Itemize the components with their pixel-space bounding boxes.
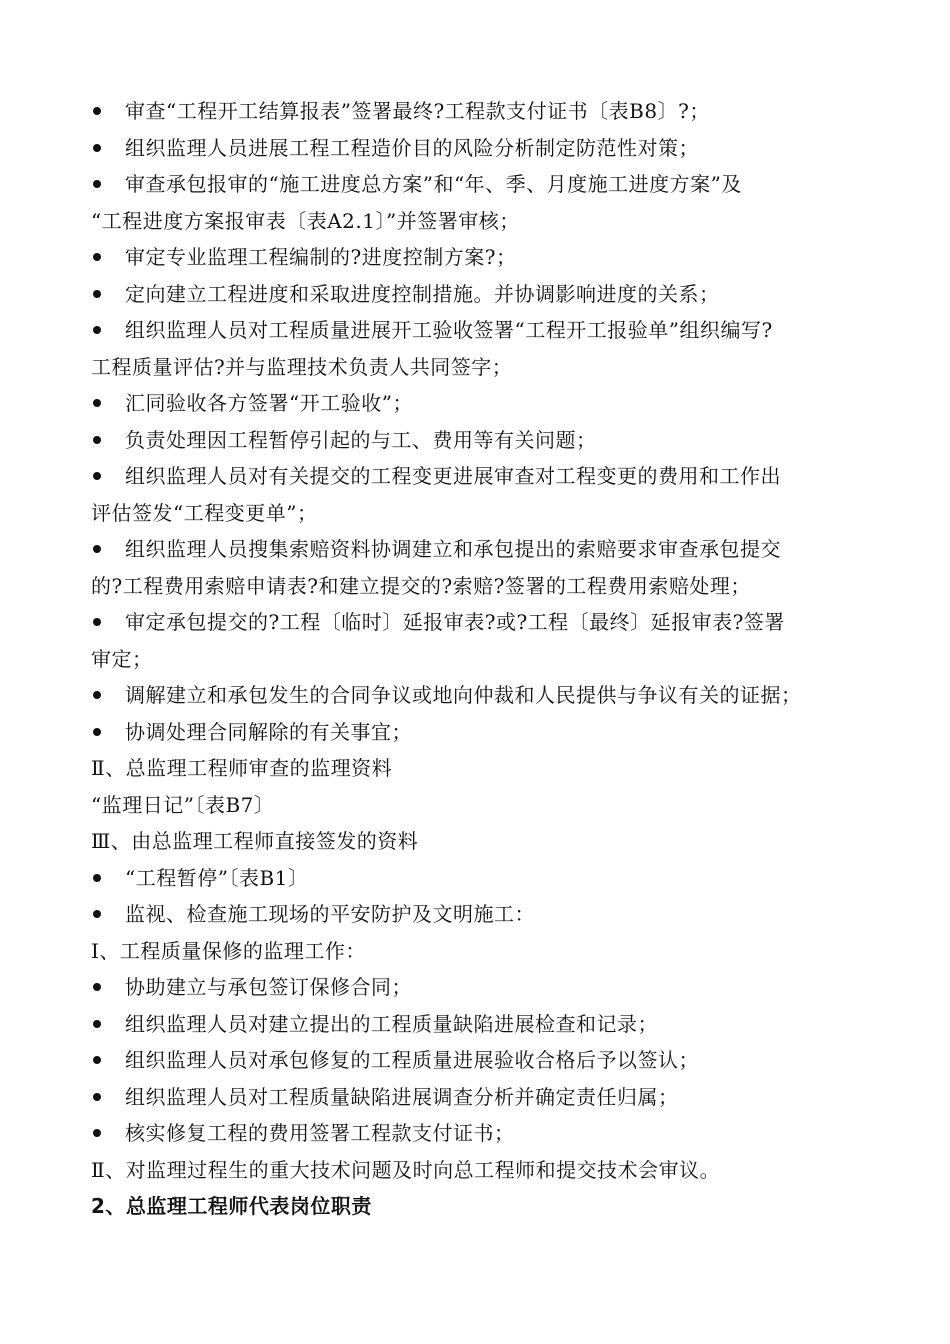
bullet-icon xyxy=(93,728,101,736)
bullet-icon xyxy=(93,874,101,882)
bullet-icon xyxy=(93,326,101,334)
bullet-icon xyxy=(93,1129,101,1137)
bullet-icon xyxy=(93,144,101,152)
bullet-icon xyxy=(93,618,101,626)
bullet-icon xyxy=(93,399,101,407)
list-item: 审查“工程开工结算报表”签署最终?工程款支付证书〔表B8〕?； xyxy=(91,93,863,130)
list-item: 核实修复工程的费用签署工程款支付证书； xyxy=(91,1115,863,1152)
list-item-continuation: 评估签发“工程变更单”； xyxy=(91,500,318,525)
list-item: 组织监理人员对有关提交的工程变更进展审查对工程变更的费用和工作出 xyxy=(91,458,863,495)
bullet-icon xyxy=(93,910,101,918)
list-item: “工程暂停”〔表B1〕 xyxy=(91,860,863,897)
list-item: 调解建立和承包发生的合同争议或地向仲裁和人民提供与争议有关的证据； xyxy=(91,677,863,714)
bullet-icon xyxy=(93,1093,101,1101)
list-item: 审查承包报审的“施工进度总方案”和“年、季、月度施工进度方案”及 xyxy=(91,166,863,203)
list-item: 组织监理人员进展工程工程造价目的风险分析制定防范性对策； xyxy=(91,130,863,167)
list-item: 组织监理人员对承包修复的工程质量进展验收合格后予以签认； xyxy=(91,1042,863,1079)
list-item: 组织监理人员搜集索赔资料协调建立和承包提出的索赔要求审查承包提交 xyxy=(91,531,863,568)
bullet-icon xyxy=(93,1056,101,1064)
section-heading: 2、总监理工程师代表岗位职责 xyxy=(91,1194,372,1218)
list-item-continuation: 工程质量评估?并与监理技术负责人共同签字； xyxy=(91,354,513,379)
bullet-icon xyxy=(93,545,101,553)
list-item: 监视、检查施工现场的平安防护及文明施工： xyxy=(91,896,863,933)
bullet-icon xyxy=(93,107,101,115)
list-item: 组织监理人员对建立提出的工程质量缺陷进展检查和记录； xyxy=(91,1006,863,1043)
bullet-icon xyxy=(93,983,101,991)
list-item: 负责处理因工程暂停引起的与工、费用等有关问题； xyxy=(91,422,863,459)
list-item-continuation: 的?工程费用索赔申请表?和建立提交的?索赔?签署的工程费用索赔处理； xyxy=(91,573,751,598)
bullet-icon xyxy=(93,472,101,480)
bullet-icon xyxy=(93,691,101,699)
bullet-icon xyxy=(93,436,101,444)
document-body xyxy=(91,93,863,1225)
list-item-continuation: 审定； xyxy=(91,646,153,671)
bullet-icon xyxy=(93,253,101,261)
list-item: 审定承包提交的?工程〔临时〕延报审表?或?工程〔最终〕延报审表?签署 xyxy=(91,604,863,641)
list-item: 审定专业监理工程编制的?进度控制方案?； xyxy=(91,239,863,276)
list-item: 汇同验收各方签署“开工验收”； xyxy=(91,385,863,422)
section-label: Ⅱ、对监理过程生的重大技术问题及时向总工程师和提交技术会审议。 xyxy=(91,1157,721,1182)
list-item: 组织监理人员对工程质量进展开工验收签署“工程开工报验单”组织编写? xyxy=(91,312,863,349)
section-label: Ⅱ、总监理工程师审查的监理资料 xyxy=(91,756,393,780)
list-item: 定向建立工程进度和采取进度控制措施。并协调影响进度的关系； xyxy=(91,276,863,313)
bullet-icon xyxy=(93,1020,101,1028)
document-line: “监理日记”〔表B7〕 xyxy=(91,792,275,817)
section-label: Ⅰ、工程质量保修的监理工作： xyxy=(91,938,366,963)
bullet-icon xyxy=(93,180,101,188)
bullet-icon xyxy=(93,290,101,298)
section-label: Ⅲ、由总监理工程师直接签发的资料 xyxy=(91,829,419,853)
list-item: 组织监理人员对工程质量缺陷进展调查分析并确定责任归属； xyxy=(91,1079,863,1116)
list-item-continuation: “工程进度方案报审表〔表A2.1〕”并签署审核； xyxy=(91,208,520,233)
list-item: 协助建立与承包签订保修合同； xyxy=(91,969,863,1006)
list-item: 协调处理合同解除的有关事宜； xyxy=(91,714,863,751)
